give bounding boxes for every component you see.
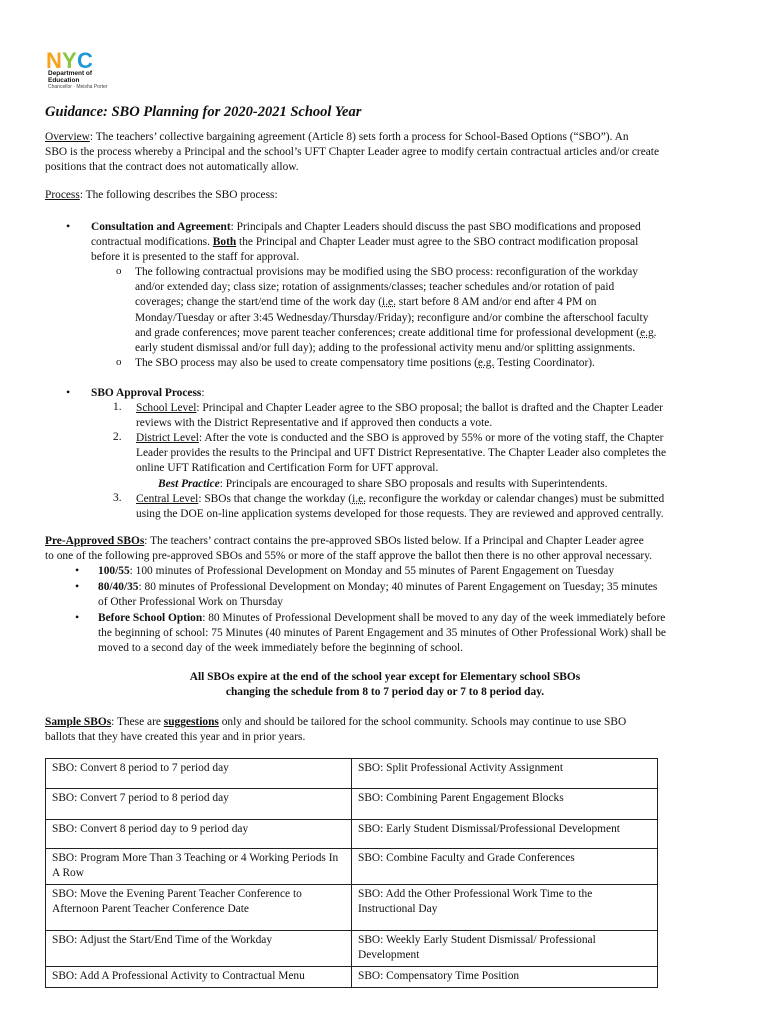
sub2-a: The SBO process may also be used to create compensatory time positions ( xyxy=(135,357,478,369)
bullet-icon: • xyxy=(66,385,71,399)
sub1-line-3a: coverages; change the start/end time of the work day ( xyxy=(135,296,383,309)
process-heading xyxy=(45,188,278,203)
school-level-line-2: reviews with the District Representative and if approved then conducts a vote. xyxy=(136,417,493,430)
sample-sbos-label: Sample SBOs xyxy=(45,716,112,728)
bullet-icon: • xyxy=(75,563,80,577)
table-cell: SBO: Convert 8 period to 7 period day xyxy=(46,759,352,789)
table-cell: SBO: Convert 8 period day to 9 period day xyxy=(46,820,352,849)
list-number: 2. xyxy=(113,431,122,443)
sample-sbos-text-2: only and should be tailored for the school community. Schools may continue to use SBO xyxy=(218,716,627,728)
suggestions-word: suggestions xyxy=(163,716,219,728)
table-cell: SBO: Convert 7 period to 8 period day xyxy=(46,789,352,820)
logo-line-3: Chancellor · Meisha Porter xyxy=(48,84,108,91)
table-cell: SBO: Add the Other Professional Work Time to the Instructional Day xyxy=(352,885,658,931)
district-level-line-3: online UFT Ratification and Certification Form for UFT approval. xyxy=(136,462,439,475)
process-label: Process xyxy=(45,189,80,201)
bullet-icon: • xyxy=(75,610,80,624)
table-cell: SBO: Add A Professional Activity to Contractual Menu xyxy=(46,967,352,988)
sub-bullet-icon: o xyxy=(116,265,122,277)
table-cell: SBO: Early Student Dismissal/Professional Development xyxy=(352,820,658,849)
sample-sbos-line-2: ballots that they have created this year and in prior years. xyxy=(45,731,306,744)
consultation-item xyxy=(91,220,641,266)
table-cell: SBO: Combine Faculty and Grade Conferences xyxy=(352,849,658,885)
table-cell: SBO: Program More Than 3 Teaching or 4 Working Periods In A Row xyxy=(46,849,352,885)
sub2-eg: e.g. xyxy=(477,357,495,369)
preapproved-label: Pre-Approved SBOs xyxy=(45,535,145,547)
best-practice-label: Best Practice xyxy=(158,478,220,490)
overview-line-1: : The teachers’ collective bargaining agreement (Article 8) sets forth a process for School-Based Options (“SBO”). An xyxy=(89,131,629,143)
logo-letter-y: Y xyxy=(62,49,77,71)
table-cell: SBO: Weekly Early Student Dismissal/ Professional Development xyxy=(352,931,658,967)
consultation-line-3: before it is presented to the staff for approval. xyxy=(91,251,300,264)
sample-sbos-text-1: : These are xyxy=(111,716,164,728)
overview-line-2: SBO is the process whereby a Principal and the school’s UFT Chapter Leader agree to modify certain contractual articles and/or create xyxy=(45,146,660,159)
overview-paragraph xyxy=(45,130,659,176)
logo-caption xyxy=(48,70,107,92)
central-level-label: Central Level xyxy=(136,493,199,505)
approval-district-level xyxy=(136,431,666,477)
table-row xyxy=(46,931,658,967)
approval-central-level xyxy=(136,492,664,522)
before-school-text: : 80 Minutes of Professional Development shall be moved to any day of the week immediately before xyxy=(202,612,666,624)
approval-heading xyxy=(91,386,205,401)
sample-sbos-paragraph xyxy=(45,715,626,745)
table-row xyxy=(46,820,658,849)
nyc-doe-logo xyxy=(46,49,102,71)
document-title: Guidance: SBO Planning for 2020-2021 School Year xyxy=(45,104,362,120)
sub1-line-6: early student dismissal and/or full day); adding to the professional activity menu and/or splitting assignments. xyxy=(135,342,636,355)
central-level-line-1a: : SBOs that change the workday ( xyxy=(198,493,353,505)
table-cell: SBO: Split Professional Activity Assignment xyxy=(352,759,658,789)
consultation-line-2a: contractual modifications. xyxy=(91,236,213,249)
table-row xyxy=(46,759,658,789)
item-80-40-35-label: 80/40/35 xyxy=(98,581,139,593)
school-level-line-1: : Principal and Chapter Leader agree to the SBO proposal; the ballot is drafted and the Chapter Leader xyxy=(196,402,663,414)
sample-sbo-table xyxy=(45,758,658,988)
table-row xyxy=(46,849,658,885)
logo-letter-n: N xyxy=(46,49,62,71)
sub-bullet-icon: o xyxy=(116,356,122,368)
expiration-line-2: changing the schedule from 8 to 7 period day or 7 to 8 period day. xyxy=(225,686,545,699)
preapproved-paragraph xyxy=(45,534,652,564)
sub1-line-1: The following contractual provisions may be modified using the SBO process: reconfiguration of the workday xyxy=(135,266,638,278)
overview-line-3: positions that the contract does not automatically allow. xyxy=(45,161,299,174)
best-practice-text: : Principals are encouraged to share SBO proposals and results with Superintendents. xyxy=(219,478,608,490)
before-school-label: Before School Option xyxy=(98,612,203,624)
sub1-line-2: and/or extended day; class size; rotation of assignments/classes; teacher schedules and/or rotation of paid xyxy=(135,281,615,294)
central-level-line-1c: reconfigure the workday or calendar changes) must be submitted xyxy=(365,493,665,505)
consultation-sub-1 xyxy=(135,265,657,356)
approval-school-level xyxy=(136,401,663,431)
best-practice-note xyxy=(158,477,608,492)
preapproved-line-2: to one of the following pre-approved SBOs and 55% or more of the staff approve the ballot then there is no other approval necessary. xyxy=(45,550,653,563)
bullet-icon: • xyxy=(66,219,71,233)
expiration-line-1: All SBOs expire at the end of the school year except for Elementary school SBOs xyxy=(189,671,581,683)
overview-label: Overview xyxy=(45,131,90,143)
preapproved-item-100-55 xyxy=(98,564,614,579)
before-school-line-3: moved to a second day of the week immediately before the beginning of school. xyxy=(98,642,464,655)
process-text: : The following describes the SBO process: xyxy=(79,189,278,201)
table-row xyxy=(46,885,658,931)
district-level-label: District Level xyxy=(136,432,199,444)
bullet-icon: • xyxy=(75,579,80,593)
list-number: 3. xyxy=(113,492,122,504)
sub1-line-4: Monday/Tuesday or after 3:45 Wednesday/Thursday/Friday); reconfigure and/or combine the afterschool faculty xyxy=(135,311,649,324)
sub1-eg: e.g. xyxy=(640,326,657,339)
sub1-ie: i.e. xyxy=(382,296,396,309)
expiration-note xyxy=(0,670,770,700)
approval-heading-text: SBO Approval Process xyxy=(91,387,202,399)
preapproved-item-80-40-35 xyxy=(98,580,657,610)
consultation-both: Both xyxy=(212,236,237,249)
table-cell: SBO: Combining Parent Engagement Blocks xyxy=(352,789,658,820)
table-cell: SBO: Compensatory Time Position xyxy=(352,967,658,988)
sub1-line-3c: start before 8 AM and/or end after 4 PM on xyxy=(395,296,597,309)
consultation-sub-2 xyxy=(135,356,595,371)
preapproved-item-before-school xyxy=(98,611,666,657)
item-100-55-text: : 100 minutes of Professional Development on Monday and 55 minutes of Parent Engagement on Tuesday xyxy=(129,565,615,577)
district-level-line-1: : After the vote is conducted and the SBO is approved by 55% or more of the voting staff, the Chapter xyxy=(198,432,664,444)
logo-letter-c: C xyxy=(77,49,93,71)
list-number: 1. xyxy=(113,401,122,413)
sub1-line-5a: and grade conferences; move parent teacher conferences; create additional time for professional development ( xyxy=(135,326,641,339)
sub2-c: Testing Coordinator). xyxy=(494,357,595,369)
table-row xyxy=(46,967,658,988)
logo-line-1: Department of xyxy=(48,70,93,77)
central-level-line-2: using the DOE on-line application systems developed for those requests. They are reviewed and approved centrally. xyxy=(136,508,664,521)
school-level-label: School Level xyxy=(136,402,197,414)
logo-line-2: Education xyxy=(48,77,80,85)
table-cell: SBO: Move the Evening Parent Teacher Conference to Afternoon Parent Teacher Conference Date xyxy=(46,885,352,931)
item-80-40-35-line-2: of Other Professional Work on Thursday xyxy=(98,596,283,609)
consultation-heading: Consultation and Agreement xyxy=(91,221,231,233)
preapproved-line-1: : The teachers’ contract contains the pre-approved SBOs listed below. If a Principal and Chapter Leader agree xyxy=(144,535,644,547)
district-level-line-2: Leader provides the results to the Principal and UFT District Representative. The Chapter Leader also completes the xyxy=(136,447,667,460)
item-80-40-35-text: : 80 minutes of Professional Development on Monday; 40 minutes of Parent Engagement on Tuesday; 35 minutes xyxy=(138,581,658,593)
table-cell: SBO: Adjust the Start/End Time of the Workday xyxy=(46,931,352,967)
central-level-ie: i.e. xyxy=(352,493,366,505)
approval-colon: : xyxy=(201,387,205,399)
consultation-line-1: : Principals and Chapter Leaders should discuss the past SBO modifications and proposed xyxy=(230,221,641,233)
before-school-line-2: the beginning of school: 75 Minutes (40 minutes of Parent Engagement and 35 minutes of Other Professional Work) shall be xyxy=(98,627,666,640)
item-100-55-label: 100/55 xyxy=(98,565,130,577)
table-row xyxy=(46,789,658,820)
consultation-line-2c: the Principal and Chapter Leader must agree to the SBO contract modification proposal xyxy=(236,236,639,249)
